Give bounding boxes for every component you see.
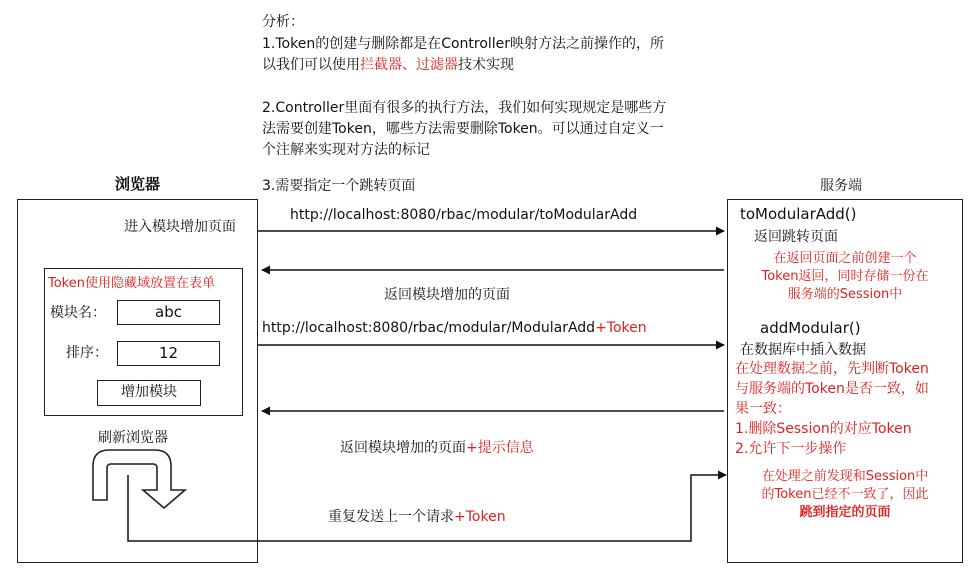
request-url-2: http://localhost:8080/rbac/modular/ModularAdd+Token <box>262 320 647 336</box>
method1-desc: 返回跳转页面 <box>754 229 838 245</box>
interceptor-text: 拦截器 <box>360 57 402 73</box>
request-url-1: http://localhost:8080/rbac/modular/toModularAdd <box>290 207 638 223</box>
add-module-button[interactable]: 增加模块 <box>97 380 201 406</box>
analysis-point-1-line-2: 以我们可以使用拦截器、过滤器技术实现 <box>262 57 514 73</box>
create-token-note: 在返回页面之前创建一个 Token返回，同时存储一份在 服务端的Session中 <box>761 251 929 302</box>
method-to-modular-add: toModularAdd() <box>740 205 857 223</box>
form-token-note: Token使用隐藏域放置在表单 <box>48 276 215 291</box>
enter-page-label: 进入模块增加页面 <box>124 219 236 235</box>
analysis-title: 分析： <box>262 14 304 30</box>
filter-text: 过滤器 <box>416 57 458 73</box>
method2-desc: 在数据库中插入数据 <box>740 342 866 358</box>
analysis-point-2-line-1: 2.Controller里面有很多的执行方法，我们如何实现规定是哪些方 <box>262 100 667 116</box>
refresh-browser-label: 刷新浏览器 <box>98 430 168 446</box>
method-add-modular: addModular() <box>760 319 861 337</box>
token-mismatch-note: 在处理之前发现和Session中 的Token已经不一致了，因此 跳到指定的页面 <box>761 469 929 520</box>
analysis-point-2-line-2: 法需要创建Token，哪些方法需要删除Token。可以通过自定义一 <box>262 121 664 137</box>
browser-title: 浏览器 <box>115 175 161 193</box>
order-label: 排序： <box>66 345 108 361</box>
resend-request-label: 重复发送上一个请求+Token <box>328 509 506 525</box>
module-name-label: 模块名： <box>50 305 106 321</box>
token-check-note: 在处理数据之前，先判断Token 与服务端的Token是否一致，如 果一致： 1.删除Session的对应Token 2.允许下一步操作 <box>735 361 929 457</box>
return-page-with-message: 返回模块增加的页面+提示信息 <box>340 440 534 456</box>
order-input[interactable]: 12 <box>117 341 220 366</box>
module-name-input[interactable]: abc <box>117 300 220 325</box>
analysis-point-2-line-3: 个注解来实现对方法的标记 <box>262 142 430 158</box>
analysis-point-1-line-1: 1.Token的创建与删除都是在Controller映射方法之前操作的，所 <box>262 36 665 52</box>
return-page-label: 返回模块增加的页面 <box>384 287 510 303</box>
url-token-suffix: +Token <box>595 320 647 336</box>
server-title: 服务端 <box>820 178 862 194</box>
analysis-point-3: 3.需要指定一个跳转页面 <box>262 178 416 194</box>
